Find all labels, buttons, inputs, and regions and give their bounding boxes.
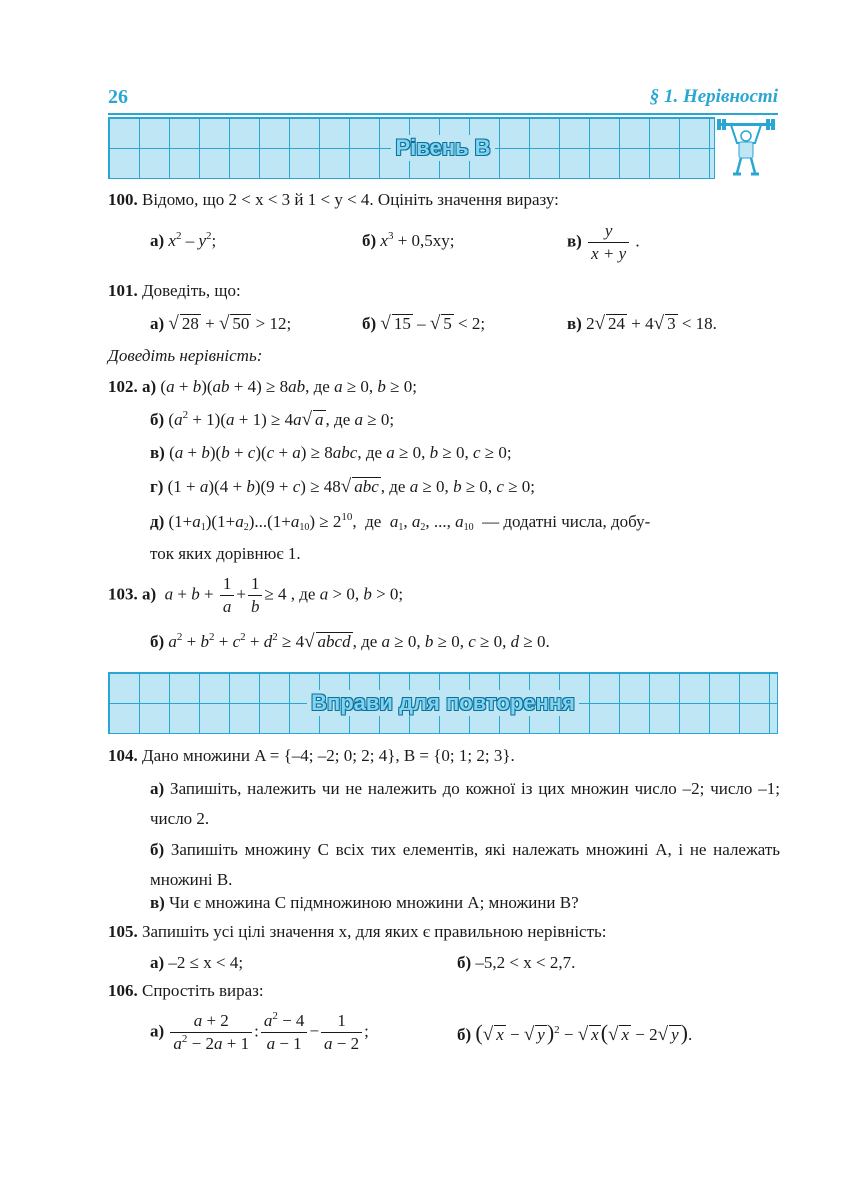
problem-101: 101. Доведіть, що: [108,281,241,300]
problem-102-v: в) (a + b)(b + c)(c + a) ≥ 8abc, де a ≥ 0, b ≥ 0, c ≥ 0; [150,443,512,462]
problem-105-a: а) –2 ≤ x < 4; [150,953,244,972]
problem-106-a: а) $\frac{a + 2}{a^2 - 2a + 1}$ : $\frac{a^2 - 4}{a - 1}$ − $\frac{1}{a - 2}$ ; [150,1010,369,1053]
problem-106: 106. Спростіть вираз: [108,981,264,1000]
problem-102-g: г) (1 + a)(4 + b)(9 + c) ≥ 48√ abc , де a ≥ 0, b ≥ 0, c ≥ 0; [150,476,536,497]
problem-104: 104. Дано множини A = {–4; –2; 0; 2; 4}, B = {0; 1; 2; 3}. [108,746,515,765]
level-band [108,117,778,179]
problem-102-d: д) $(1+a_1)(1+a_2)...(1+a_{10}) \ge 2^{10}$, де $a_1$, $a_2$, ..., $a_{10}$ — додатні числа, добу- [150,511,651,533]
fraction: $\frac{y}{x + y}$ [588,220,629,265]
problem-101-b: б) √ 15 – √ 5 < 2; [362,313,486,334]
problem-100: 100. Відомо, що 2 < x < 3 й 1 < y < 4. Оцініть значення виразу: [108,190,559,209]
review-band [108,672,778,734]
problem-100-text: Відомо, що 2 < x < 3 й 1 < y < 4. Оцініть значення виразу: [142,190,559,209]
header-rule [108,113,778,115]
problem-104-v: в) Чи є множина C підмножиною множини A; множини B? [150,893,579,912]
problem-102-a: 102. а) (a + b)(ab + 4) ≥ 8ab, де a ≥ 0, b ≥ 0; [108,377,417,396]
problem-105: 105. Запишіть усі цілі значення x, для яких є правильною нерівність: [108,922,607,941]
problem-105-b: б) –5,2 < x < 2,7. [457,953,576,972]
problem-100-v: в) $\frac{y}{x + y}$ . [567,221,640,263]
problem-102-b: б) $(a^2 + 1)(a + 1) \ge 4a√$ a , де a ≥ 0; [150,409,395,430]
weightlifter-icon [714,117,779,179]
problem-100-a: а) $x^2 - y^2$; [150,230,217,250]
problem-101-a: а) √ 28 + √ 50 > 12; [150,313,292,334]
problem-104-a: а) Запишіть, належить чи не належить до кожної із цих множин число –2; число –1; число 2. [150,779,781,828]
problem-101-v: в) 2√ 24 + 4√ 3 < 18. [567,313,717,334]
level-title: Рівень B [109,135,777,161]
prove-heading: Доведіть нерівність: [108,346,263,365]
page-number: 26 [108,86,128,108]
problem-100-b: б) $x^3 + 0,5xy$; [362,230,455,250]
problem-102-d-cont: ток яких дорівнює 1. [150,544,301,563]
problem-106-b: б) (√ x − √ y)$^2$ − √ x(√ x − 2√ y). [457,1020,693,1045]
problem-104-b: б) Запишіть множину C всіх тих елементів, які належать множині A, і не належать множині B. [150,840,781,889]
review-title: Вправи для повторення [109,690,777,716]
problem-103-a: 103. а) a + b + $\frac{1}{a}$ + $\frac{1}{b}$ ≥ 4 , де a > 0, b > 0; [108,574,404,616]
problem-103-b: б) $a^2 + b^2 + c^2 + d^2 \ge 4√$ abcd , де a ≥ 0, b ≥ 0, c ≥ 0, d ≥ 0. [150,631,550,652]
section-title: § 1. Нерівності [649,86,778,107]
